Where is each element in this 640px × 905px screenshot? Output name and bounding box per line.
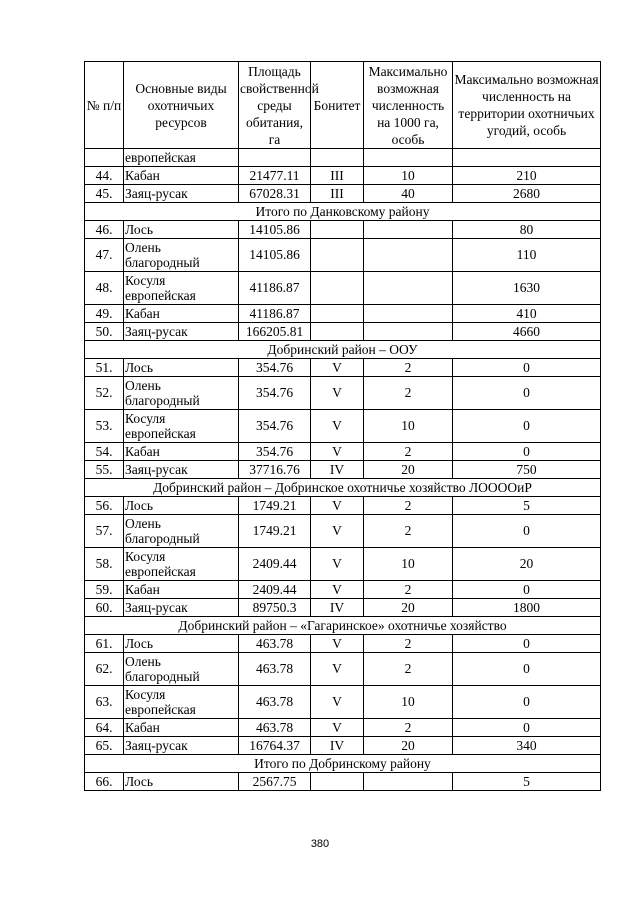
table-row — [85, 599, 601, 617]
table-row — [85, 461, 601, 479]
cell-max-total: 20 — [453, 548, 601, 581]
cell-max-total: 2680 — [453, 185, 601, 203]
cell-number: 53. — [85, 410, 124, 443]
page-number: 380 — [310, 838, 330, 850]
cell-max-per-1000: 10 — [364, 686, 453, 719]
cell-number: 44. — [85, 167, 124, 185]
cell-area: 463.78 — [239, 635, 311, 653]
cell-max-per-1000: 2 — [364, 359, 453, 377]
cell-max-total: 0 — [453, 686, 601, 719]
cell-number: 52. — [85, 377, 124, 410]
cell-max-per-1000: 2 — [364, 653, 453, 686]
table-row — [85, 686, 601, 719]
cell-area: 37716.76 — [239, 461, 311, 479]
cell-max-total: 0 — [453, 719, 601, 737]
cell-species: Косуля европейская — [124, 686, 239, 719]
cell-max-per-1000: 2 — [364, 635, 453, 653]
cell-area: 463.78 — [239, 686, 311, 719]
cell-bonitet: V — [311, 359, 364, 377]
cell-max-per-1000 — [364, 323, 453, 341]
cell-max-total: 410 — [453, 305, 601, 323]
table-row — [85, 581, 601, 599]
cell-area: 67028.31 — [239, 185, 311, 203]
section-heading: Добринский район – Добринское охотничье хозяйство ЛООООиР — [85, 479, 601, 497]
cell-max-per-1000: 10 — [364, 410, 453, 443]
cell-number: 49. — [85, 305, 124, 323]
cell-area: 14105.86 — [239, 221, 311, 239]
cell-bonitet: V — [311, 653, 364, 686]
cell-species: европейская — [124, 149, 239, 167]
table-row — [85, 305, 601, 323]
cell-number: 62. — [85, 653, 124, 686]
cell-max-per-1000: 20 — [364, 599, 453, 617]
section-heading: Итого по Данковскому району — [85, 203, 601, 221]
cell-max-total: 0 — [453, 515, 601, 548]
section-heading: Добринский район – «Гагаринское» охотничье хозяйство — [85, 617, 601, 635]
cell-bonitet: IV — [311, 737, 364, 755]
cell-max-per-1000 — [364, 149, 453, 167]
cell-number: 54. — [85, 443, 124, 461]
cell-species: Косуля европейская — [124, 272, 239, 305]
cell-max-per-1000: 2 — [364, 719, 453, 737]
cell-bonitet: V — [311, 719, 364, 737]
cell-bonitet: III — [311, 185, 364, 203]
header-bonitet: Бонитет — [311, 62, 364, 149]
table-header-row — [85, 62, 601, 149]
header-species: Основные виды охотничьих ресурсов — [124, 62, 239, 149]
cell-max-total: 0 — [453, 635, 601, 653]
cell-number: 51. — [85, 359, 124, 377]
table-body — [85, 149, 601, 791]
cell-number: 65. — [85, 737, 124, 755]
cell-species: Олень благородный — [124, 239, 239, 272]
section-heading: Добринский район – ООУ — [85, 341, 601, 359]
cell-max-total — [453, 149, 601, 167]
table-row — [85, 737, 601, 755]
cell-area: 354.76 — [239, 410, 311, 443]
header-number: № п/п — [85, 62, 124, 149]
cell-species: Заяц-русак — [124, 185, 239, 203]
cell-max-per-1000 — [364, 239, 453, 272]
cell-max-total: 210 — [453, 167, 601, 185]
cell-area: 166205.81 — [239, 323, 311, 341]
cell-number: 55. — [85, 461, 124, 479]
cell-number: 60. — [85, 599, 124, 617]
header-area: Площадь свойственной среды обитания, га — [240, 63, 319, 147]
cell-max-total: 1630 — [453, 272, 601, 305]
table-row — [85, 443, 601, 461]
cell-area: 41186.87 — [239, 272, 311, 305]
section-heading-row — [85, 341, 601, 359]
cell-max-per-1000: 2 — [364, 443, 453, 461]
hunting-resources-table — [84, 61, 601, 791]
cell-species: Кабан — [124, 581, 239, 599]
header-max-per-1000: Максимально возможная численность на 1000 га, особь — [364, 62, 453, 149]
cell-number — [85, 149, 124, 167]
table-row — [85, 773, 601, 791]
cell-species: Лось — [124, 773, 239, 791]
table-row — [85, 272, 601, 305]
cell-bonitet — [311, 149, 364, 167]
cell-bonitet — [311, 272, 364, 305]
section-heading-row — [85, 755, 601, 773]
cell-number: 64. — [85, 719, 124, 737]
cell-bonitet: III — [311, 167, 364, 185]
cell-area: 1749.21 — [239, 497, 311, 515]
cell-max-per-1000: 10 — [364, 167, 453, 185]
cell-max-total: 80 — [453, 221, 601, 239]
cell-area: 354.76 — [239, 443, 311, 461]
cell-bonitet — [311, 323, 364, 341]
cell-max-total: 750 — [453, 461, 601, 479]
cell-max-total: 0 — [453, 581, 601, 599]
cell-number: 61. — [85, 635, 124, 653]
cell-bonitet — [311, 773, 364, 791]
table-row — [85, 149, 601, 167]
cell-max-per-1000: 10 — [364, 548, 453, 581]
cell-bonitet: IV — [311, 599, 364, 617]
cell-area — [239, 149, 311, 167]
cell-species: Лось — [124, 635, 239, 653]
cell-bonitet: V — [311, 515, 364, 548]
cell-species: Олень благородный — [124, 515, 239, 548]
cell-bonitet: V — [311, 443, 364, 461]
cell-bonitet — [311, 221, 364, 239]
cell-number: 46. — [85, 221, 124, 239]
cell-number: 45. — [85, 185, 124, 203]
cell-species: Олень благородный — [124, 377, 239, 410]
cell-max-total: 4660 — [453, 323, 601, 341]
table-row — [85, 167, 601, 185]
cell-max-per-1000: 20 — [364, 461, 453, 479]
section-heading-row — [85, 203, 601, 221]
table-row — [85, 635, 601, 653]
cell-max-total: 1800 — [453, 599, 601, 617]
cell-number: 47. — [85, 239, 124, 272]
cell-max-per-1000: 2 — [364, 515, 453, 548]
cell-max-total: 0 — [453, 410, 601, 443]
cell-species: Олень благородный — [124, 653, 239, 686]
cell-bonitet: V — [311, 548, 364, 581]
cell-max-total: 5 — [453, 497, 601, 515]
cell-area: 41186.87 — [239, 305, 311, 323]
cell-number: 57. — [85, 515, 124, 548]
cell-max-per-1000: 20 — [364, 737, 453, 755]
cell-number: 48. — [85, 272, 124, 305]
table-row — [85, 185, 601, 203]
cell-max-total: 5 — [453, 773, 601, 791]
cell-area: 16764.37 — [239, 737, 311, 755]
section-heading-row — [85, 479, 601, 497]
cell-bonitet: V — [311, 497, 364, 515]
cell-number: 59. — [85, 581, 124, 599]
cell-max-total: 110 — [453, 239, 601, 272]
cell-species: Косуля европейская — [124, 548, 239, 581]
cell-max-total: 0 — [453, 653, 601, 686]
cell-species: Кабан — [124, 305, 239, 323]
table-row — [85, 653, 601, 686]
cell-area: 89750.3 — [239, 599, 311, 617]
cell-bonitet: V — [311, 686, 364, 719]
table-row — [85, 497, 601, 515]
cell-area: 2409.44 — [239, 548, 311, 581]
cell-max-per-1000: 2 — [364, 497, 453, 515]
cell-species: Заяц-русак — [124, 323, 239, 341]
cell-species: Лось — [124, 359, 239, 377]
table-row — [85, 323, 601, 341]
cell-area: 463.78 — [239, 719, 311, 737]
cell-number: 66. — [85, 773, 124, 791]
cell-bonitet — [311, 239, 364, 272]
cell-area: 21477.11 — [239, 167, 311, 185]
cell-area: 2567.75 — [239, 773, 311, 791]
cell-max-per-1000 — [364, 272, 453, 305]
cell-number: 56. — [85, 497, 124, 515]
cell-max-per-1000 — [364, 305, 453, 323]
cell-species: Заяц-русак — [124, 599, 239, 617]
section-heading: Итого по Добринскому району — [85, 755, 601, 773]
cell-species: Лось — [124, 221, 239, 239]
table-row — [85, 377, 601, 410]
cell-area: 463.78 — [239, 653, 311, 686]
table-row — [85, 239, 601, 272]
cell-max-total: 0 — [453, 443, 601, 461]
cell-max-per-1000: 2 — [364, 377, 453, 410]
cell-area: 2409.44 — [239, 581, 311, 599]
cell-area: 14105.86 — [239, 239, 311, 272]
cell-max-total: 0 — [453, 359, 601, 377]
section-heading-row — [85, 617, 601, 635]
cell-max-per-1000 — [364, 773, 453, 791]
cell-bonitet: IV — [311, 461, 364, 479]
cell-species: Кабан — [124, 443, 239, 461]
cell-species: Заяц-русак — [124, 461, 239, 479]
table-row — [85, 719, 601, 737]
cell-species: Кабан — [124, 167, 239, 185]
cell-bonitet: V — [311, 377, 364, 410]
cell-number: 58. — [85, 548, 124, 581]
cell-max-per-1000: 2 — [364, 581, 453, 599]
table-row — [85, 410, 601, 443]
cell-area: 354.76 — [239, 359, 311, 377]
table-row — [85, 548, 601, 581]
table-row — [85, 515, 601, 548]
cell-area: 354.76 — [239, 377, 311, 410]
table-row — [85, 359, 601, 377]
cell-species: Заяц-русак — [124, 737, 239, 755]
cell-species: Кабан — [124, 719, 239, 737]
cell-area: 1749.21 — [239, 515, 311, 548]
cell-max-total: 340 — [453, 737, 601, 755]
cell-number: 50. — [85, 323, 124, 341]
header-max-total: Максимально возможная численность на территории охотничьих угодий, особь — [453, 62, 601, 149]
cell-bonitet — [311, 305, 364, 323]
cell-max-total: 0 — [453, 377, 601, 410]
cell-bonitet: V — [311, 581, 364, 599]
cell-bonitet: V — [311, 635, 364, 653]
cell-bonitet: V — [311, 410, 364, 443]
cell-number: 63. — [85, 686, 124, 719]
cell-max-per-1000 — [364, 221, 453, 239]
table-row — [85, 221, 601, 239]
cell-species: Косуля европейская — [124, 410, 239, 443]
cell-max-per-1000: 40 — [364, 185, 453, 203]
cell-species: Лось — [124, 497, 239, 515]
